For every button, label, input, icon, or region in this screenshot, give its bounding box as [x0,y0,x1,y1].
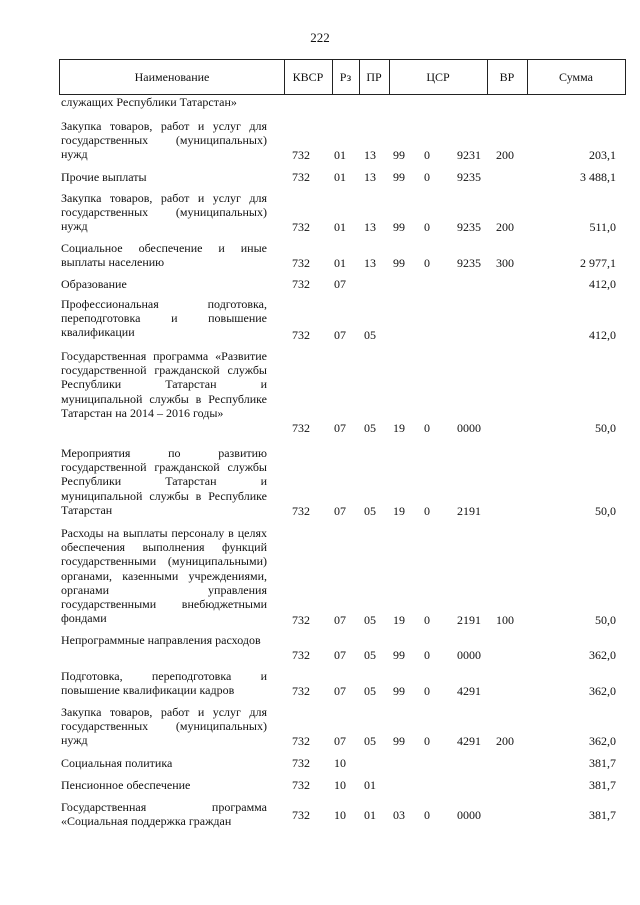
row-pr: 01 [364,808,376,822]
row-pr: 05 [364,328,376,342]
row-rz: 07 [334,684,346,698]
row-rz: 07 [334,504,346,518]
row-name: Закупка товаров, работ и услуг для государственных (муниципальных) нужд [61,119,267,162]
row-rz: 10 [334,778,346,792]
row-pr: 05 [364,684,376,698]
row-sum: 412,0 [589,277,616,291]
row-csr-sub: 0 [424,220,430,234]
row-name: служащих Республики Татарстан» [61,95,237,109]
row-rz: 07 [334,734,346,748]
row-kvsr: 732 [292,148,310,162]
row-rz: 01 [334,256,346,270]
row-sum: 50,0 [595,613,616,627]
row-sum: 381,7 [589,808,616,822]
row-pr: 05 [364,421,376,435]
row-rz: 07 [334,648,346,662]
header-sum: Сумма [559,70,593,84]
row-csr-program: 99 [393,170,405,184]
row-csr-sub: 0 [424,684,430,698]
row-name: Социальная политика [61,756,173,770]
row-pr: 13 [364,148,376,162]
row-kvsr: 732 [292,328,310,342]
row-csr-program: 99 [393,148,405,162]
row-kvsr: 732 [292,613,310,627]
row-pr: 05 [364,504,376,518]
row-pr: 05 [364,734,376,748]
row-vr: 100 [496,613,514,627]
row-csr-program: 19 [393,613,405,627]
row-name: Профессиональная подготовка, переподготовка и повышение квалификации [61,297,267,340]
row-name: Социальное обеспечение и иные выплаты населению [61,241,267,270]
row-kvsr: 732 [292,220,310,234]
row-csr-code: 0000 [457,648,481,662]
row-pr: 05 [364,613,376,627]
row-name: Прочие выплаты [61,170,147,184]
row-sum: 3 488,1 [580,170,616,184]
row-kvsr: 732 [292,778,310,792]
row-csr-code: 9235 [457,170,481,184]
row-sum: 381,7 [589,756,616,770]
row-sum: 412,0 [589,328,616,342]
row-csr-program: 03 [393,808,405,822]
row-pr: 13 [364,256,376,270]
row-csr-code: 4291 [457,684,481,698]
row-csr-sub: 0 [424,504,430,518]
row-csr-sub: 0 [424,613,430,627]
row-name: Непрограммные направления расходов [61,633,261,647]
row-csr-program: 99 [393,684,405,698]
row-rz: 07 [334,613,346,627]
row-kvsr: 732 [292,734,310,748]
row-pr: 13 [364,170,376,184]
row-kvsr: 732 [292,756,310,770]
row-rz: 10 [334,808,346,822]
row-sum: 362,0 [589,684,616,698]
row-csr-sub: 0 [424,808,430,822]
row-name: Государственная программа «Развитие государственной гражданской службы Республики Татарстан и муниципальной службы в Республике Татарстан на 2014 – 2016 годы» [61,349,267,420]
row-csr-sub: 0 [424,421,430,435]
row-rz: 01 [334,220,346,234]
row-pr: 13 [364,220,376,234]
row-csr-code: 9235 [457,256,481,270]
row-sum: 511,0 [589,220,616,234]
header-pr: ПР [366,70,382,84]
row-rz: 07 [334,277,346,291]
row-kvsr: 732 [292,808,310,822]
row-sum: 362,0 [589,734,616,748]
row-csr-sub: 0 [424,148,430,162]
header-vr: ВР [499,70,515,84]
row-csr-program: 99 [393,220,405,234]
row-rz: 07 [334,328,346,342]
row-sum: 362,0 [589,648,616,662]
row-pr: 01 [364,778,376,792]
row-rz: 07 [334,421,346,435]
row-csr-program: 19 [393,504,405,518]
header-csr: ЦСР [426,70,450,84]
table-header [59,59,626,95]
row-csr-code: 4291 [457,734,481,748]
header-rz: Рз [339,70,352,84]
row-vr: 300 [496,256,514,270]
row-csr-code: 9235 [457,220,481,234]
row-name: Образование [61,277,127,291]
row-csr-sub: 0 [424,734,430,748]
row-csr-code: 0000 [457,808,481,822]
row-name: Закупка товаров, работ и услуг для государственных (муниципальных) нужд [61,191,267,234]
row-csr-code: 9231 [457,148,481,162]
row-kvsr: 732 [292,256,310,270]
row-pr: 05 [364,648,376,662]
row-csr-program: 19 [393,421,405,435]
row-kvsr: 732 [292,504,310,518]
row-vr: 200 [496,148,514,162]
row-csr-code: 2191 [457,613,481,627]
row-rz: 10 [334,756,346,770]
row-csr-code: 0000 [457,421,481,435]
row-name: Государственная программа «Социальная поддержка граждан [61,800,267,829]
row-kvsr: 732 [292,170,310,184]
row-kvsr: 732 [292,684,310,698]
header-kvsr: КВСР [292,70,324,84]
page-number: 222 [310,30,330,45]
row-csr-program: 99 [393,256,405,270]
row-kvsr: 732 [292,277,310,291]
row-csr-program: 99 [393,648,405,662]
row-name: Мероприятия по развитию государственной гражданской службы Республики Татарстан и муниципальной службы в Республике Татарстан [61,446,267,517]
row-sum: 381,7 [589,778,616,792]
row-csr-code: 2191 [457,504,481,518]
row-csr-sub: 0 [424,256,430,270]
row-vr: 200 [496,220,514,234]
row-kvsr: 732 [292,648,310,662]
row-csr-sub: 0 [424,170,430,184]
row-name: Подготовка, переподготовка и повышение квалификации кадров [61,669,267,698]
row-sum: 50,0 [595,504,616,518]
row-rz: 01 [334,148,346,162]
row-csr-program: 99 [393,734,405,748]
row-sum: 50,0 [595,421,616,435]
row-sum: 2 977,1 [580,256,616,270]
row-csr-sub: 0 [424,648,430,662]
row-kvsr: 732 [292,421,310,435]
row-sum: 203,1 [589,148,616,162]
row-name: Закупка товаров, работ и услуг для государственных (муниципальных) нужд [61,705,267,748]
header-name: Наименование [134,70,210,84]
row-name: Пенсионное обеспечение [61,778,191,792]
row-name: Расходы на выплаты персоналу в целях обеспечения выполнения функций государственными (муниципальными) органами, казенными учреждениями, органами управления государственными внебюджетными фондами [61,526,267,626]
row-rz: 01 [334,170,346,184]
row-vr: 200 [496,734,514,748]
